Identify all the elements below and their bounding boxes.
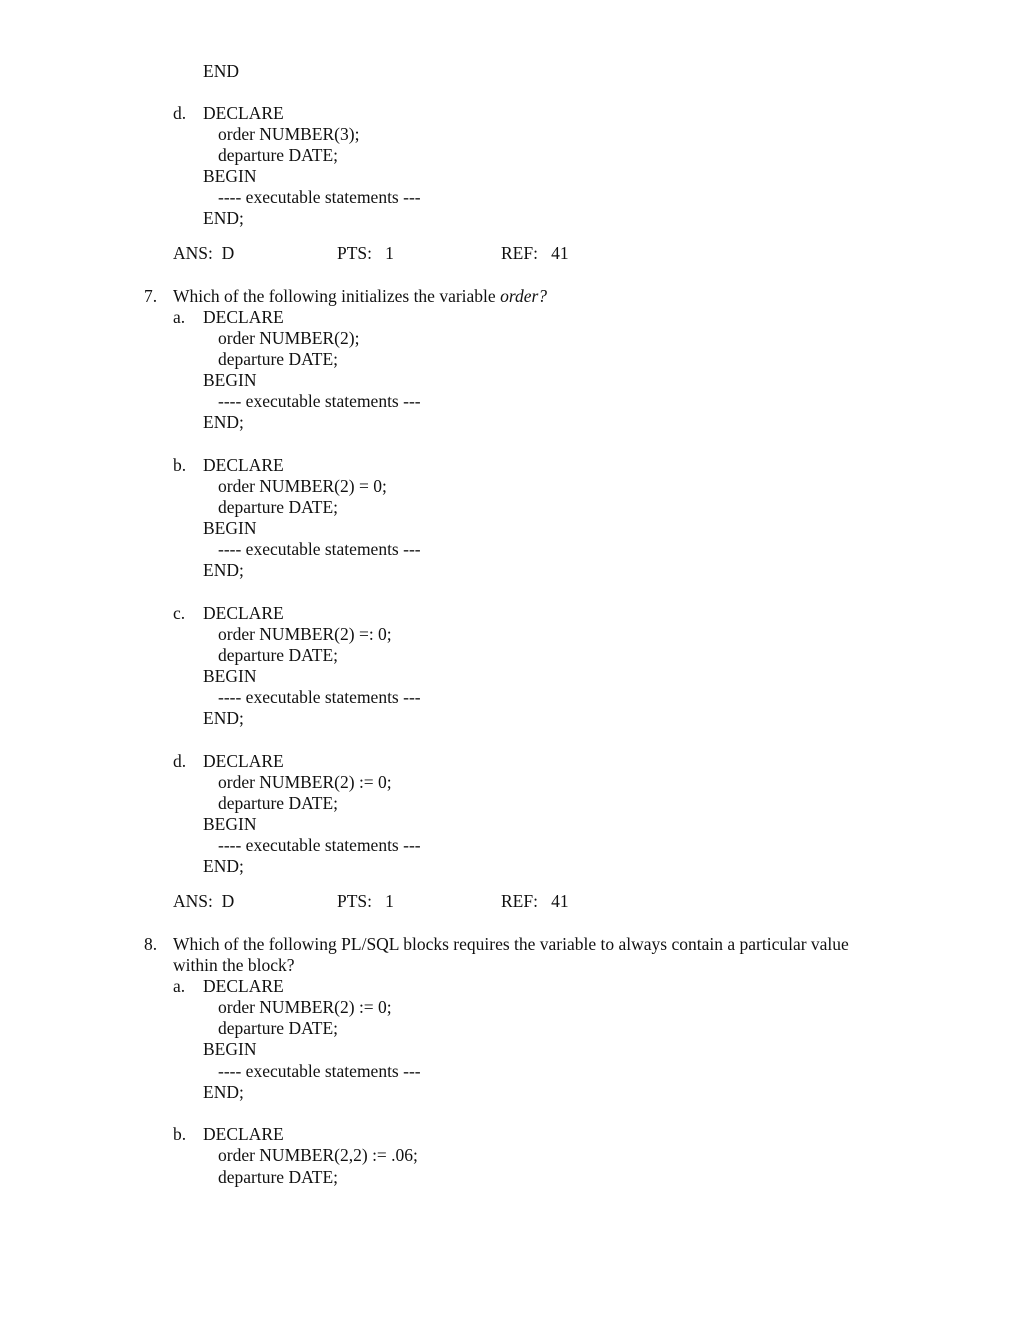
code-line: BEGIN (203, 814, 257, 834)
option-letter: b. (173, 1124, 187, 1144)
code-line: order NUMBER(2) =: 0; (218, 624, 392, 644)
reference: REF: 41 (501, 891, 569, 911)
option-letter: d. (173, 103, 187, 123)
question-text (173, 286, 547, 307)
code-line: ---- executable statements --- (218, 187, 421, 207)
code-line: ---- executable statements --- (218, 687, 421, 707)
option-letter: a. (173, 976, 186, 996)
question-number: 7. (144, 286, 158, 306)
option-letter: b. (173, 455, 187, 475)
code-line: order NUMBER(3); (218, 124, 360, 144)
code-line: END; (203, 1082, 244, 1102)
question-text: within the block? (173, 955, 295, 975)
question-number: 8. (144, 934, 158, 954)
code-line: order NUMBER(2); (218, 328, 360, 348)
code-line: ---- executable statements --- (218, 835, 421, 855)
option-letter: c. (173, 603, 186, 623)
code-line: order NUMBER(2) = 0; (218, 476, 387, 496)
code-line: departure DATE; (218, 793, 339, 813)
code-line: DECLARE (203, 1124, 284, 1144)
code-line: END (203, 61, 239, 81)
code-line: BEGIN (203, 518, 257, 538)
code-line: END; (203, 208, 244, 228)
question-text-italic: order? (500, 286, 548, 306)
code-line: END; (203, 708, 244, 728)
answer-key: ANS: D (173, 891, 235, 911)
code-line: departure DATE; (218, 145, 339, 165)
code-line: departure DATE; (218, 349, 339, 369)
question-text: Which of the following PL/SQL blocks requires the variable to always contain a particular value (173, 934, 849, 954)
code-line: END; (203, 560, 244, 580)
code-line: DECLARE (203, 603, 284, 623)
option-letter: a. (173, 307, 186, 327)
points: PTS: 1 (337, 891, 394, 911)
code-line: departure DATE; (218, 1018, 339, 1038)
code-line: BEGIN (203, 166, 257, 186)
code-line: ---- executable statements --- (218, 1061, 421, 1081)
code-line: BEGIN (203, 370, 257, 390)
code-line: DECLARE (203, 307, 284, 327)
option-letter: d. (173, 751, 187, 771)
code-line: ---- executable statements --- (218, 539, 421, 559)
code-line: DECLARE (203, 103, 284, 123)
code-line: departure DATE; (218, 497, 339, 517)
answer-key: ANS: D (173, 243, 235, 263)
code-line: departure DATE; (218, 1167, 339, 1187)
code-line: END; (203, 856, 244, 876)
code-line: order NUMBER(2,2) := .06; (218, 1145, 418, 1165)
code-line: BEGIN (203, 1039, 257, 1059)
code-line: BEGIN (203, 666, 257, 686)
code-line: END; (203, 412, 244, 432)
question-text-main: Which of the following initializes the variable (173, 286, 501, 306)
code-line: ---- executable statements --- (218, 391, 421, 411)
code-line: DECLARE (203, 455, 284, 475)
code-line: DECLARE (203, 976, 284, 996)
points: PTS: 1 (337, 243, 394, 263)
code-line: departure DATE; (218, 645, 339, 665)
code-line: order NUMBER(2) := 0; (218, 772, 392, 792)
code-line: order NUMBER(2) := 0; (218, 997, 392, 1017)
reference: REF: 41 (501, 243, 569, 263)
code-line: DECLARE (203, 751, 284, 771)
